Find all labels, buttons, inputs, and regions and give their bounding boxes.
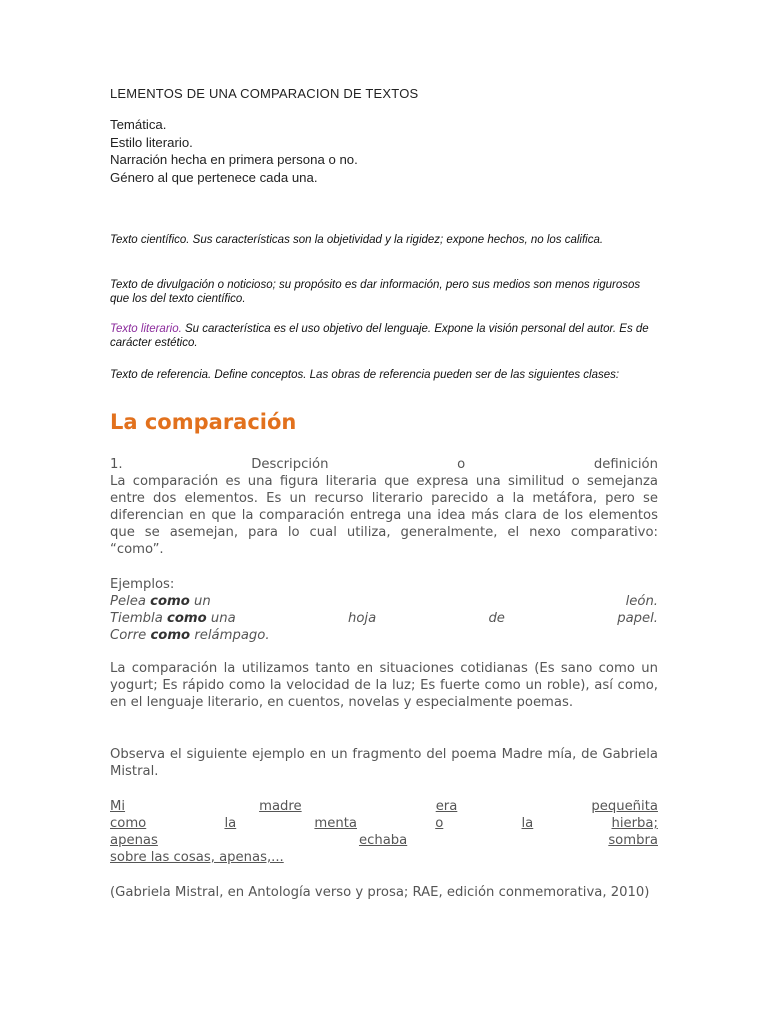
definition-block	[110, 456, 658, 558]
citation: (Gabriela Mistral, en Antología verso y prosa; RAE, edición conmemorativa, 2010)	[110, 885, 650, 900]
poem-line: como la menta o la hierba;	[110, 816, 658, 831]
poem-line: apenas echaba sombra	[110, 833, 658, 848]
observe-paragraph: Observa el siguiente ejemplo en un fragmento del poema Madre mía, de Gabriela Mistral.	[110, 747, 658, 779]
divulgation-text-paragraph: Texto de divulgación o noticioso; su propósito es dar información, pero sus medios son menos rigurosos que los del texto científico.	[110, 279, 641, 305]
elements-list	[110, 116, 358, 186]
literary-text-paragraph	[110, 323, 658, 350]
poem-line: sobre las cosas, apenas,...	[110, 850, 284, 865]
literary-text-description: Su característica es el uso objetivo del lenguaje. Expone la visión personal del autor. Es de carácter estético.	[110, 323, 649, 349]
heading-word: 1.	[110, 457, 123, 472]
example-line: Tiembla como una hoja de papel.	[110, 611, 658, 626]
example-line: Corre como relámpago.	[110, 628, 270, 643]
heading-word: Descripción	[251, 457, 329, 472]
document-heading: LEMENTOS DE UNA COMPARACION DE TEXTOS	[110, 86, 419, 101]
examples-block	[110, 576, 658, 644]
heading-word: o	[457, 457, 466, 472]
heading-word: definición	[593, 457, 658, 472]
list-item: Estilo literario.	[110, 134, 193, 150]
examples-label: Ejemplos:	[110, 577, 175, 592]
section-title: La comparación	[110, 410, 297, 434]
scientific-text-paragraph: Texto científico. Sus características son la objetividad y la rigidez; expone hechos, no los califica.	[110, 234, 604, 246]
list-item: Narración hecha en primera persona o no.	[110, 152, 358, 167]
list-item: Género al que pertenece cada una.	[110, 169, 318, 185]
reference-text-paragraph: Texto de referencia. Define conceptos. Las obras de referencia pueden ser de las siguientes clases:	[110, 369, 620, 381]
poem-fragment	[110, 798, 658, 866]
usage-paragraph: La comparación la utilizamos tanto en situaciones cotidianas (Es sano como un yogurt; Es rápido como la velocidad de la luz; Es fuerte como un roble), así como, en el lenguaje literario, en cuentos, novelas y especialmente poemas.	[110, 661, 658, 710]
poem-line: Mi madre era pequeñita	[110, 799, 658, 814]
literary-text-link[interactable]: Texto literario.	[110, 323, 182, 335]
definition-body: La comparación es una figura literaria que expresa una similitud o semejanza entre dos elementos. Es un recurso literario parecido a la metáfora, pero se diferencian en que la comparación entrega una idea más clara de los elementos que se asemejan, para lo cual utiliza, generalmente, el nexo comparativo: “como”.	[110, 474, 658, 557]
example-line: Pelea como un león.	[110, 594, 658, 609]
definition-heading	[110, 456, 658, 473]
list-item: Temática.	[110, 117, 167, 132]
